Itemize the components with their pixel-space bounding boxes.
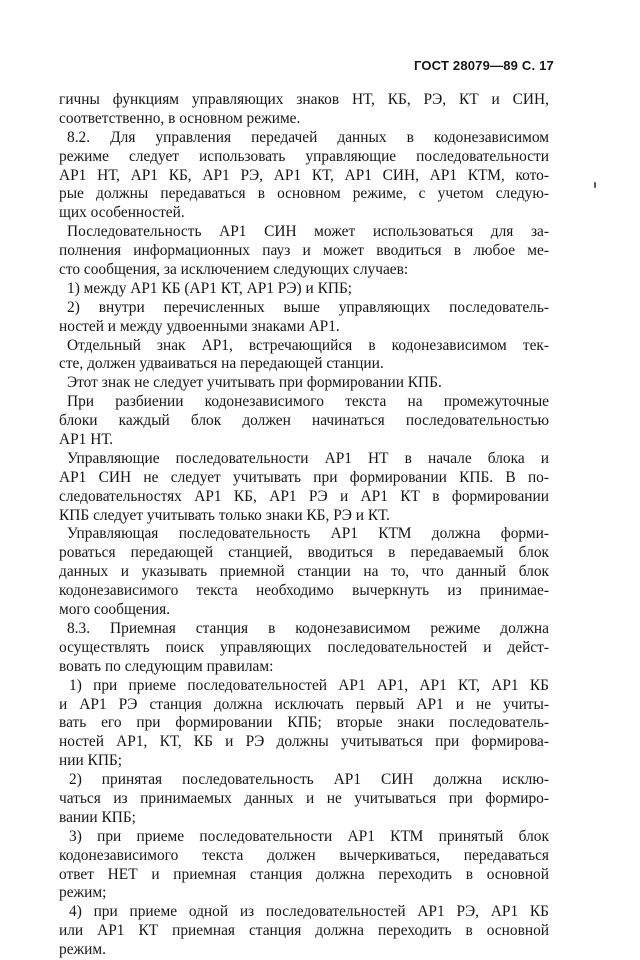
text-line: АР1 СИН не следует учитывать при формировании КПБ. В по-	[59, 468, 549, 486]
text-line: режим.	[59, 941, 106, 959]
list-item: 3) при приеме последовательности АР1 КТМ принятый блок	[69, 827, 549, 845]
scan-mark	[594, 182, 596, 188]
text-line: роваться передающей станцией, вводиться в передаваемый блок	[59, 544, 549, 562]
text-line: При разбиении кодонезависимого текста на промежуточные	[67, 393, 549, 411]
text-line: кодонезависимого текста должен вычеркиваться, передаваться	[59, 846, 549, 864]
text-line: данных и указывать приемной станции на то, что данный блок	[59, 563, 549, 581]
text-line: гичны функциям управляющих знаков НТ, КБ, РЭ, КТ и СИН,	[59, 91, 549, 108]
text-line: нии КПБ;	[59, 752, 123, 770]
text-line: рые должны передаваться в основном режиме, с учетом следую-	[59, 185, 549, 203]
text-line: Последовательность АР1 СИН может использоваться для за-	[67, 223, 549, 241]
text-line: щих особенностей.	[59, 204, 185, 222]
text-line: Этот знак не следует учитывать при формировании КПБ.	[67, 374, 442, 392]
text-line: или АР1 КТ приемная станция должна переходить в основной	[59, 922, 549, 940]
page-header: ГОСТ 28079—89 С. 17	[413, 58, 554, 73]
text-line: полнения информационных пауз и может вводиться в любое ме-	[59, 242, 549, 260]
text-line: вовать по следующим правилам:	[59, 657, 274, 675]
text-line: осуществлять поиск управляющих последовательностей и дейст-	[59, 638, 549, 656]
text-line: КПБ следует учитывать только знаки КБ, РЭ и КТ.	[59, 506, 390, 524]
text-line: АР1 НТ.	[59, 431, 114, 449]
text-line: мого сообщения.	[59, 601, 171, 619]
text-line: сто сообщения, за исключением следующих случаев:	[59, 261, 409, 279]
text-line: сте, должен удваиваться на передающей станции.	[59, 355, 384, 373]
text-line: ностей и между удвоенными знаками АР1.	[59, 317, 340, 335]
text-line: режим;	[59, 884, 107, 902]
text-line: и АР1 РЭ станция должна исключать первый АР1 и не учиты-	[59, 695, 549, 713]
list-item: 2) внутри перечисленных выше управляющих последователь-	[67, 298, 549, 316]
text-line: чаться из принимаемых данных и не учитываться при формиро-	[59, 789, 549, 807]
text-line: Управляющие последовательности АР1 НТ в начале блока и	[67, 449, 549, 467]
list-item: 2) принятая последовательность АР1 СИН должна исклю-	[69, 771, 549, 789]
text-line: кодонезависимого текста необходимо вычеркнуть из принимае-	[59, 582, 549, 600]
list-item: 1) при приеме последовательностей АР1 АР1, АР1 КТ, АР1 КБ	[69, 676, 549, 694]
text-line: АР1 НТ, АР1 КБ, АР1 РЭ, АР1 КТ, АР1 СИН, АР1 КТМ, кото-	[59, 166, 549, 184]
text-line: вать его при формировании КПБ; вторые знаки последователь-	[59, 714, 549, 732]
text-line: вании КПБ;	[59, 808, 136, 826]
text-line: Управляющая последовательность АР1 КТМ должна форми-	[67, 525, 549, 543]
section-8-3-heading: 8.3. Приемная станция в кодонезависимом режиме должна	[67, 619, 549, 637]
text-line: ответ НЕТ и приемная станция должна переходить в основной	[59, 865, 549, 883]
document-body	[59, 91, 549, 960]
text-line: Отдельный знак АР1, встречающийся в кодонезависимом тек-	[67, 336, 549, 354]
list-item: 4) при приеме одной из последовательностей АР1 РЭ, АР1 КБ	[69, 903, 549, 921]
text-line: ностей АР1, КТ, КБ и РЭ должны учитываться при формирова-	[59, 733, 549, 751]
list-item: 1) между АР1 КБ (АР1 КТ, АР1 РЭ) и КПБ;	[67, 279, 353, 297]
text-line: блоки каждый блок должен начинаться последовательностью	[59, 412, 549, 430]
text-line: режиме следует использовать управляющие последовательности	[59, 147, 549, 165]
text-line: следовательностях АР1 КБ, АР1 РЭ и АР1 КТ в формировании	[59, 487, 549, 505]
text-line: соответственно, в основном режиме.	[59, 109, 301, 127]
section-8-2-heading: 8.2. Для управления передачей данных в кодонезависимом	[67, 128, 549, 146]
